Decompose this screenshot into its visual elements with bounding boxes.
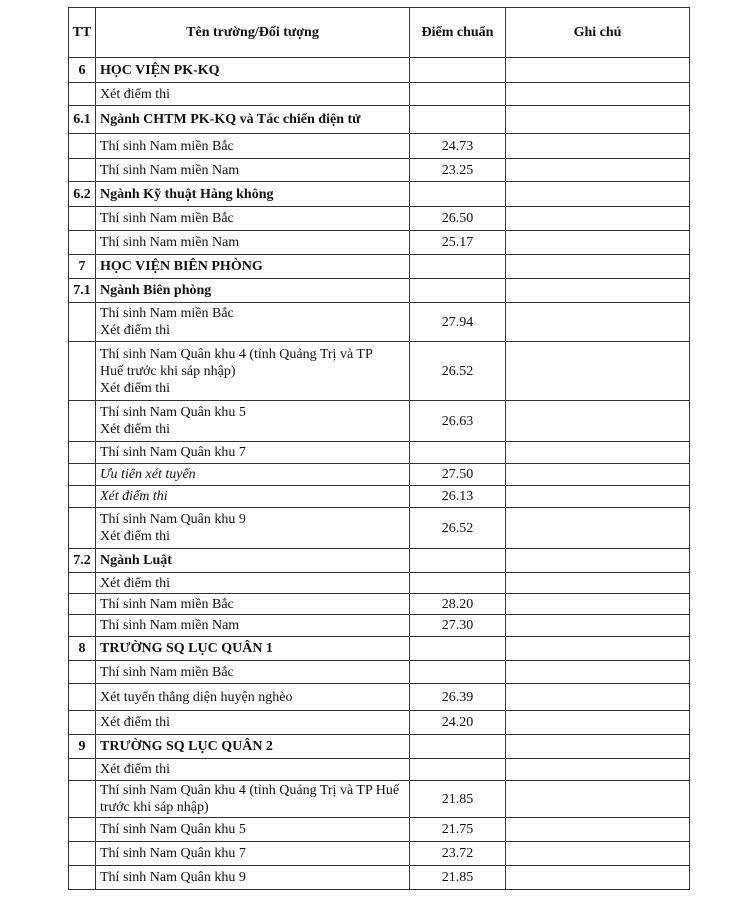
- table-row: [69, 342, 690, 401]
- row-number: [69, 83, 96, 106]
- table-row: [69, 508, 690, 549]
- row-number: [69, 303, 96, 342]
- row-name: [96, 508, 410, 549]
- name-line: Xét điểm thi: [100, 489, 168, 504]
- name-line: Xét điểm thi: [100, 575, 170, 591]
- row-name: [96, 615, 410, 637]
- section-row: [69, 106, 690, 134]
- row-number: [69, 842, 96, 866]
- row-number: [69, 231, 96, 255]
- row-score: 21.75: [410, 818, 506, 842]
- row-score: [410, 735, 506, 759]
- name-line: Ngành Luật: [100, 553, 172, 568]
- row-number: 6.2: [69, 182, 96, 207]
- row-number: 7.1: [69, 279, 96, 303]
- section-row: [69, 255, 690, 279]
- row-number: [69, 818, 96, 842]
- row-note: [506, 573, 690, 594]
- row-score: 25.17: [410, 231, 506, 255]
- row-note: [506, 735, 690, 759]
- row-note: [506, 182, 690, 207]
- row-note: [506, 684, 690, 711]
- row-name: [96, 866, 410, 890]
- section-row: [69, 549, 690, 573]
- section-row: [69, 182, 690, 207]
- name-line: Xét tuyển thẳng diện huyện nghèo: [100, 689, 293, 705]
- header-score: Điểm chuẩn: [410, 8, 506, 58]
- row-name: [96, 842, 410, 866]
- admission-score-document: [68, 7, 690, 890]
- row-name: [96, 255, 410, 279]
- table-row: [69, 401, 690, 442]
- row-number: [69, 464, 96, 486]
- name-line: HỌC VIỆN PK-KQ: [100, 62, 220, 78]
- row-name: [96, 182, 410, 207]
- row-number: 7.2: [69, 549, 96, 573]
- name-line: Xét điểm thi: [100, 86, 170, 102]
- row-number: 8: [69, 637, 96, 661]
- row-score: [410, 637, 506, 661]
- row-number: [69, 866, 96, 890]
- table-row: [69, 661, 690, 684]
- row-note: [506, 106, 690, 134]
- name-line: HỌC VIỆN BIÊN PHÒNG: [100, 259, 263, 274]
- row-name: [96, 781, 410, 818]
- name-line: Thí sinh Nam Quân khu 7: [100, 445, 246, 460]
- row-number: [69, 781, 96, 818]
- row-name: [96, 637, 410, 661]
- name-line: Thí sinh Nam miền Nam: [100, 162, 240, 178]
- row-note: [506, 83, 690, 106]
- section-row: [69, 637, 690, 661]
- row-score: [410, 661, 506, 684]
- table-body: [69, 58, 690, 890]
- row-note: [506, 866, 690, 890]
- name-line: Thí sinh Nam Quân khu 5: [100, 405, 246, 420]
- row-score: 27.30: [410, 615, 506, 637]
- row-note: [506, 401, 690, 442]
- section-row: [69, 58, 690, 83]
- table-row: [69, 818, 690, 842]
- row-name: [96, 207, 410, 231]
- row-number: 6: [69, 58, 96, 83]
- name-line: Thí sinh Nam miền Bắc: [100, 138, 234, 154]
- row-name: [96, 401, 410, 442]
- row-number: [69, 508, 96, 549]
- name-line: Thí sinh Nam Quân khu 4 (tỉnh Quảng Trị và TP: [100, 346, 373, 362]
- name-line: Thí sinh Nam Quân khu 7: [100, 846, 246, 861]
- admission-score-table: [68, 7, 690, 890]
- name-line: Thí sinh Nam miền Nam: [100, 235, 240, 250]
- row-number: [69, 573, 96, 594]
- name-line: Thí sinh Nam miền Bắc: [100, 306, 234, 321]
- row-name: [96, 818, 410, 842]
- row-score: [410, 549, 506, 573]
- name-line: Thí sinh Nam Quân khu 9: [100, 870, 246, 885]
- row-number: 9: [69, 735, 96, 759]
- name-line: Huế trước khi sáp nhập): [100, 363, 236, 379]
- table-row: [69, 134, 690, 159]
- row-score: 26.50: [410, 207, 506, 231]
- row-score: 26.13: [410, 486, 506, 508]
- row-note: [506, 134, 690, 159]
- row-name: [96, 711, 410, 735]
- row-note: [506, 594, 690, 615]
- row-number: 7: [69, 255, 96, 279]
- row-note: [506, 781, 690, 818]
- name-line: Xét điểm thi: [100, 715, 170, 730]
- header-note: Ghi chú: [506, 8, 690, 58]
- name-line: Thí sinh Nam miền Bắc: [100, 664, 234, 680]
- row-note: [506, 442, 690, 464]
- row-name: [96, 442, 410, 464]
- name-line: Xét điểm thi: [100, 422, 170, 437]
- row-note: [506, 159, 690, 182]
- row-note: [506, 255, 690, 279]
- row-name: [96, 573, 410, 594]
- row-note: [506, 818, 690, 842]
- row-note: [506, 615, 690, 637]
- row-score: 26.52: [410, 342, 506, 401]
- table-row: [69, 842, 690, 866]
- row-score: 21.85: [410, 866, 506, 890]
- row-note: [506, 342, 690, 401]
- name-line: Xét điểm thi: [100, 762, 170, 777]
- row-score: [410, 83, 506, 106]
- row-note: [506, 464, 690, 486]
- row-score: 23.25: [410, 159, 506, 182]
- row-name: [96, 159, 410, 182]
- row-number: [69, 661, 96, 684]
- row-number: 6.1: [69, 106, 96, 134]
- row-score: 24.20: [410, 711, 506, 735]
- row-name: [96, 594, 410, 615]
- row-score: 26.63: [410, 401, 506, 442]
- table-row: [69, 207, 690, 231]
- table-row: [69, 684, 690, 711]
- header-row: [69, 8, 690, 58]
- row-note: [506, 231, 690, 255]
- name-line: Thí sinh Nam Quân khu 9: [100, 512, 246, 527]
- row-number: [69, 159, 96, 182]
- row-number: [69, 486, 96, 508]
- section-row: [69, 279, 690, 303]
- name-line: Thí sinh Nam miền Nam: [100, 618, 240, 633]
- table-row: [69, 486, 690, 508]
- row-score: [410, 255, 506, 279]
- table-row: [69, 594, 690, 615]
- row-score: 23.72: [410, 842, 506, 866]
- row-note: [506, 549, 690, 573]
- header-name: Tên trường/Đối tượng: [96, 8, 410, 58]
- row-score: [410, 279, 506, 303]
- name-line: Ngành CHTM PK-KQ và Tác chiến điện tử: [100, 112, 361, 127]
- row-name: [96, 231, 410, 255]
- row-note: [506, 759, 690, 781]
- row-note: [506, 58, 690, 83]
- row-note: [506, 207, 690, 231]
- name-line: TRƯỜNG SQ LỤC QUÂN 2: [100, 739, 273, 754]
- row-number: [69, 711, 96, 735]
- row-number: [69, 684, 96, 711]
- section-row: [69, 735, 690, 759]
- row-name: [96, 83, 410, 106]
- table-row: [69, 711, 690, 735]
- row-number: [69, 442, 96, 464]
- table-row: [69, 83, 690, 106]
- row-score: 21.85: [410, 781, 506, 818]
- row-score: 27.50: [410, 464, 506, 486]
- row-note: [506, 842, 690, 866]
- table-row: [69, 442, 690, 464]
- row-score: 27.94: [410, 303, 506, 342]
- name-line: Xét điểm thi: [100, 529, 170, 544]
- row-number: [69, 207, 96, 231]
- row-name: [96, 684, 410, 711]
- name-line: Thí sinh Nam miền Bắc: [100, 596, 234, 612]
- table-row: [69, 231, 690, 255]
- row-number: [69, 401, 96, 442]
- row-number: [69, 759, 96, 781]
- name-line: Xét điểm thi: [100, 323, 170, 338]
- row-name: [96, 106, 410, 134]
- row-name: [96, 342, 410, 401]
- row-note: [506, 303, 690, 342]
- name-line: Thí sinh Nam miền Bắc: [100, 211, 234, 226]
- row-score: 28.20: [410, 594, 506, 615]
- header-tt: TT: [69, 8, 96, 58]
- row-score: [410, 759, 506, 781]
- row-name: [96, 279, 410, 303]
- row-score: [410, 58, 506, 83]
- row-score: [410, 442, 506, 464]
- row-score: [410, 573, 506, 594]
- row-note: [506, 279, 690, 303]
- name-line: trước khi sáp nhập): [100, 800, 209, 815]
- table-row: [69, 159, 690, 182]
- row-score: 26.52: [410, 508, 506, 549]
- row-name: [96, 759, 410, 781]
- name-line: Thí sinh Nam Quân khu 5: [100, 822, 246, 837]
- row-name: [96, 134, 410, 159]
- row-note: [506, 711, 690, 735]
- row-name: [96, 735, 410, 759]
- table-row: [69, 615, 690, 637]
- name-line: Ngành Biên phòng: [100, 283, 212, 298]
- row-note: [506, 661, 690, 684]
- table-row: [69, 866, 690, 890]
- table-header: [69, 8, 690, 58]
- row-name: [96, 464, 410, 486]
- row-name: [96, 58, 410, 83]
- table-row: [69, 781, 690, 818]
- row-number: [69, 594, 96, 615]
- row-score: 26.39: [410, 684, 506, 711]
- table-row: [69, 303, 690, 342]
- row-name: [96, 303, 410, 342]
- row-name: [96, 486, 410, 508]
- row-score: [410, 106, 506, 134]
- name-line: Ưu tiên xét tuyển: [100, 467, 196, 482]
- row-number: [69, 615, 96, 637]
- row-name: [96, 549, 410, 573]
- row-number: [69, 342, 96, 401]
- table-row: [69, 759, 690, 781]
- row-name: [96, 661, 410, 684]
- row-score: [410, 182, 506, 207]
- row-score: 24.73: [410, 134, 506, 159]
- row-number: [69, 134, 96, 159]
- table-row: [69, 573, 690, 594]
- row-note: [506, 508, 690, 549]
- name-line: Xét điểm thi: [100, 380, 170, 396]
- row-note: [506, 637, 690, 661]
- name-line: Thí sinh Nam Quân khu 4 (tỉnh Quảng Trị và TP Huế: [100, 783, 400, 798]
- name-line: TRƯỜNG SQ LỤC QUÂN 1: [100, 641, 273, 656]
- table-row: [69, 464, 690, 486]
- row-note: [506, 486, 690, 508]
- name-line: Ngành Kỹ thuật Hàng không: [100, 186, 274, 202]
